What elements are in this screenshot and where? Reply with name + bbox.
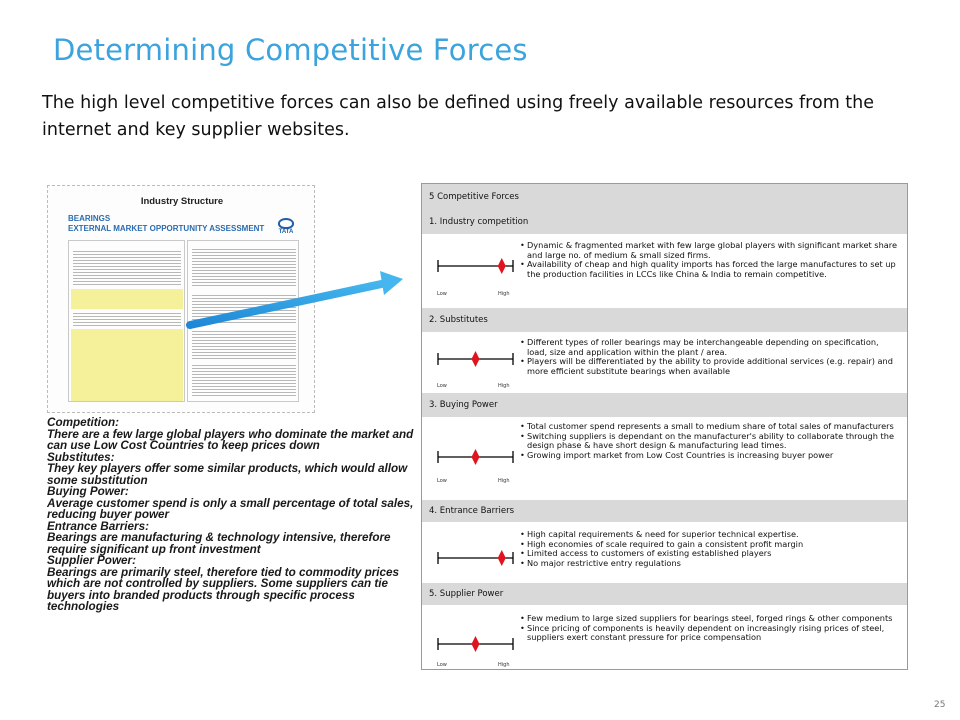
force-bullets xyxy=(520,530,900,568)
report-text-lines xyxy=(192,365,296,397)
tata-logo xyxy=(270,218,302,235)
forces-header xyxy=(422,184,907,209)
thumbnail-heading xyxy=(68,214,264,234)
thumbnail-heading-line2: EXTERNAL MARKET OPPORTUNITY ASSESSMENT xyxy=(68,224,265,233)
summary-heading-competition: Competition: xyxy=(47,416,120,429)
force-body-row xyxy=(422,605,907,669)
forces-summary xyxy=(47,417,417,613)
force-bullet: • High economies of scale required to gain a consistent profit margin xyxy=(520,540,900,550)
tata-logo-icon xyxy=(278,218,294,229)
summary-text-buying-power: Average customer spend is only a small percentage of total sales, reducing buyer power xyxy=(47,496,414,521)
low-label: Low xyxy=(437,291,447,297)
low-label: Low xyxy=(437,478,447,484)
force-body-row xyxy=(422,417,907,500)
force-title: 2. Substitutes xyxy=(429,315,488,325)
thumbnail-heading-line1: BEARINGS xyxy=(68,214,111,223)
force-bullet: • Dynamic & fragmented market with few large global players with significant market share and large no. of medium & small sized firms. xyxy=(520,241,900,260)
force-level-marker xyxy=(472,636,480,652)
summary-text-supplier-power: Bearings are primarily steel, therefore tied to commodity prices which are not controlled by suppliers. Some suppliers can tie buyers into branded products through specific process technologies xyxy=(47,565,400,613)
force-level-marker xyxy=(498,258,506,274)
force-level-scale xyxy=(435,630,515,670)
force-bullets xyxy=(520,614,900,643)
force-title-row xyxy=(422,583,907,605)
force-body-row xyxy=(422,332,907,393)
low-label: Low xyxy=(437,662,447,668)
summary-heading-supplier-power: Supplier Power: xyxy=(47,554,136,567)
force-bullet: • High capital requirements & need for superior technical expertise. xyxy=(520,530,900,540)
page-number: 25 xyxy=(934,700,946,710)
force-title-row xyxy=(422,393,907,417)
force-bullets xyxy=(520,422,900,460)
high-label: High xyxy=(498,662,510,668)
report-text-lines xyxy=(192,331,296,359)
high-label: High xyxy=(498,478,510,484)
force-bullets xyxy=(520,338,900,376)
report-highlight xyxy=(71,329,183,401)
slide-subtitle: The high level competitive forces can also be defined using freely available resources from the internet and key supplier websites. xyxy=(42,93,875,140)
force-bullet: • Switching suppliers is dependant on the manufacturer's ability to collaborate through the design phase & have short design & manufacturing lead times. xyxy=(520,432,900,451)
summary-text-competition: There are a few large global players who dominate the market and can use Low Cost Countries to keep prices down xyxy=(47,427,414,452)
force-title-row xyxy=(422,209,907,234)
slide-title: Determining Competitive Forces xyxy=(53,33,528,67)
report-text-lines xyxy=(192,295,296,325)
report-thumbnail xyxy=(47,185,315,413)
summary-heading-buying-power: Buying Power: xyxy=(47,485,129,498)
force-level-scale xyxy=(435,443,515,483)
report-text-lines xyxy=(73,251,181,285)
summary-text-entrance-barriers: Bearings are manufacturing & technology intensive, therefore require significant up front investment xyxy=(47,531,391,556)
report-left-column xyxy=(68,240,185,402)
force-level-marker xyxy=(498,550,506,566)
forces-header-label: 5 Competitive Forces xyxy=(429,191,519,202)
low-label: Low xyxy=(437,383,447,389)
force-title: 1. Industry competition xyxy=(429,216,529,227)
force-title: 3. Buying Power xyxy=(429,400,498,410)
force-bullet: • Since pricing of components is heavily dependent on increasingly rising prices of steel, suppliers exert constant pressure for price compensation xyxy=(520,624,900,643)
force-bullet: • Availability of cheap and high quality imports has forced the large manufactures to set up the production facilities in LCCs like China & India to remain competitive. xyxy=(520,260,900,279)
force-level-scale xyxy=(435,252,515,297)
high-label: High xyxy=(498,383,510,389)
five-forces-table xyxy=(421,183,908,670)
report-text-lines xyxy=(192,249,296,287)
summary-heading-entrance-barriers: Entrance Barriers: xyxy=(47,519,149,533)
high-label: High xyxy=(498,291,510,297)
report-text-lines xyxy=(73,313,181,327)
force-level-scale xyxy=(435,544,515,584)
force-title-row xyxy=(422,500,907,522)
force-level-marker xyxy=(472,351,480,367)
force-title: 4. Entrance Barriers xyxy=(429,506,514,516)
force-level-marker xyxy=(472,449,480,465)
force-bullet: • No major restrictive entry regulations xyxy=(520,559,900,569)
tata-logo-text: TATA xyxy=(278,229,294,235)
force-bullet: • Different types of roller bearings may be interchangeable depending on specification, load, size and application within the plant / area. xyxy=(520,338,900,357)
force-body-row xyxy=(422,234,907,308)
summary-heading-substitutes: Substitutes: xyxy=(47,450,115,464)
force-bullet: • Growing import market from Low Cost Countries is increasing buyer power xyxy=(520,451,900,461)
force-bullet: • Limited access to customers of existing established players xyxy=(520,549,900,559)
thumbnail-label: Industry Structure xyxy=(140,196,224,207)
force-body-row xyxy=(422,522,907,583)
force-title: 5. Supplier Power xyxy=(429,589,504,599)
report-highlight xyxy=(71,289,183,309)
summary-text-substitutes: They key players offer some similar products, which would allow some substitution xyxy=(47,462,408,487)
report-right-column xyxy=(187,240,299,402)
force-bullet: • Players will be differentiated by the ability to provide additional services (e.g. repair) and more efficient substitute bearings when available xyxy=(520,357,900,376)
force-bullets xyxy=(520,241,900,279)
force-bullet: • Few medium to large sized suppliers for bearings steel, forged rings & other components xyxy=(520,614,900,624)
force-level-scale xyxy=(435,345,515,389)
force-bullet: • Total customer spend represents a small to medium share of total sales of manufacturers xyxy=(520,422,900,432)
force-title-row xyxy=(422,308,907,332)
